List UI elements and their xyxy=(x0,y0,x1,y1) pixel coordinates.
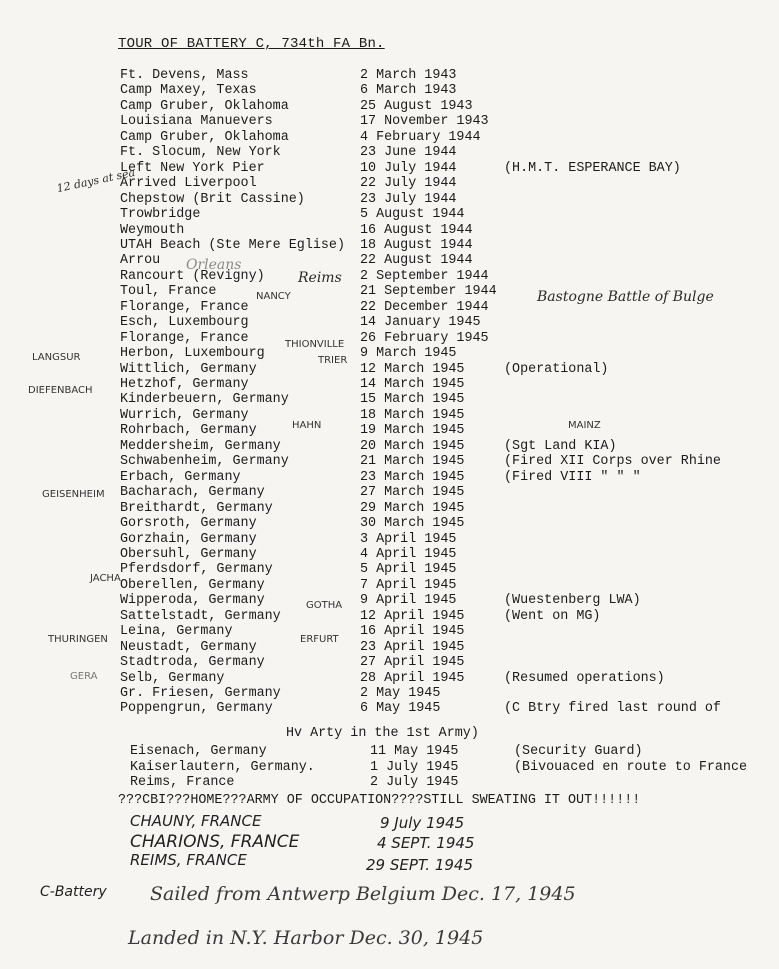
handwritten-place: REIMS, FRANCE xyxy=(130,851,247,869)
handwritten-place: CHARIONS, FRANCE xyxy=(130,832,300,852)
note-continuation: Hv Arty in the 1st Army) xyxy=(286,726,479,741)
row-date: 28 April 1945 xyxy=(360,670,465,686)
itinerary-row xyxy=(120,593,770,609)
row-place: Selb, Germany xyxy=(120,670,225,686)
row-place: Sattelstadt, Germany xyxy=(120,608,281,624)
itinerary-row xyxy=(120,578,770,594)
row-date: 16 August 1944 xyxy=(360,222,473,238)
row-date: 6 May 1945 xyxy=(360,701,441,717)
itinerary-row xyxy=(120,439,770,455)
row-place: Florange, France xyxy=(120,330,249,346)
row-date: 7 April 1945 xyxy=(360,577,457,593)
inline-note-reims: Reims xyxy=(298,270,342,286)
row-place: Esch, Luxembourg xyxy=(120,315,249,331)
row-place: Camp Maxey, Texas xyxy=(120,83,257,99)
row-date: 21 September 1944 xyxy=(360,284,497,300)
row-date: 14 March 1945 xyxy=(360,377,465,392)
itinerary-row xyxy=(120,223,770,239)
footer-battery-label: C-Battery xyxy=(40,884,107,900)
row-note: (Security Guard) xyxy=(514,744,643,759)
row-place: Meddersheim, Germany xyxy=(120,438,281,454)
row-place: Neustadt, Germany xyxy=(120,639,257,655)
itinerary-row xyxy=(120,99,770,115)
inline-note-nancy: NANCY xyxy=(256,291,291,302)
itinerary-row xyxy=(120,655,770,671)
row-place: Arrou xyxy=(120,253,161,269)
row-date: 9 April 1945 xyxy=(360,593,457,609)
itinerary-row xyxy=(120,68,770,84)
itinerary-row xyxy=(120,315,770,331)
row-place: Ft. Slocum, New York xyxy=(120,145,281,161)
row-date: 20 March 1945 xyxy=(360,438,465,454)
row-date: 2 July 1945 xyxy=(370,775,459,790)
row-place: Louisiana Manuevers xyxy=(120,114,273,130)
footer-sailed-line: Sailed from Antwerp Belgium Dec. 17, 1945 xyxy=(150,883,576,905)
row-place: Trowbridge xyxy=(120,207,201,223)
row-date: 14 January 1945 xyxy=(360,315,481,331)
row-date: 11 May 1945 xyxy=(370,744,459,759)
row-place: Gorzhain, Germany xyxy=(120,531,257,547)
row-date: 6 March 1943 xyxy=(360,83,457,99)
row-date: 25 August 1943 xyxy=(360,98,473,114)
inline-note-hahn: HAHN xyxy=(292,420,322,431)
itinerary-row xyxy=(120,145,770,161)
row-place: Rancourt (Revigny) xyxy=(120,268,265,284)
row-place: Pferdsdorf, Germany xyxy=(120,562,273,578)
itinerary-row xyxy=(120,501,770,517)
row-date: 30 March 1945 xyxy=(360,516,465,532)
row-note: (Operational) xyxy=(504,361,609,377)
itinerary-row xyxy=(120,640,770,656)
itinerary-row xyxy=(120,562,770,578)
row-place: Wipperoda, Germany xyxy=(120,593,265,609)
row-date: 23 July 1944 xyxy=(360,191,457,207)
row-place: Weymouth xyxy=(120,222,185,238)
row-note: (Fired VIII " " " xyxy=(504,469,641,485)
itinerary-row xyxy=(120,485,770,501)
row-place: Leina, Germany xyxy=(120,624,233,640)
row-note: (H.M.T. ESPERANCE BAY) xyxy=(504,160,681,176)
row-date: 18 March 1945 xyxy=(360,407,465,423)
itinerary-row xyxy=(120,331,770,347)
row-note: (Resumed operations) xyxy=(504,670,665,686)
row-place: Oberellen, Germany xyxy=(120,577,265,593)
inline-note-mainz: MAINZ xyxy=(568,420,601,431)
row-place: Poppengrun, Germany xyxy=(120,701,273,717)
row-place: Obersuhl, Germany xyxy=(120,546,257,562)
handwritten-place: CHAUNY, FRANCE xyxy=(130,812,262,830)
row-place: Arrived Liverpool xyxy=(120,176,257,192)
row-place: Hetzhof, Germany xyxy=(120,377,249,392)
row-date: 12 April 1945 xyxy=(360,608,465,624)
handwritten-date: 9 July 1945 xyxy=(380,814,465,832)
row-place: Florange, France xyxy=(120,299,249,315)
row-date: 27 March 1945 xyxy=(360,485,465,501)
row-note: (Wuestenberg LWA) xyxy=(504,593,641,609)
itinerary-row xyxy=(120,176,770,192)
itinerary-row xyxy=(120,130,770,146)
row-date: 22 December 1944 xyxy=(360,299,489,315)
row-date: 4 February 1944 xyxy=(360,129,481,145)
row-date: 23 June 1944 xyxy=(360,145,457,161)
itinerary-row xyxy=(120,346,770,362)
itinerary-row xyxy=(120,423,770,439)
row-place: Breithardt, Germany xyxy=(120,500,273,516)
row-note: (Went on MG) xyxy=(504,608,601,624)
row-date: 5 August 1944 xyxy=(360,207,465,223)
row-date: 21 March 1945 xyxy=(360,454,465,470)
row-place: Toul, France xyxy=(120,284,217,300)
margin-note-diefenbach: DIEFENBACH xyxy=(28,385,93,396)
margin-note-sea: 12 days at sea xyxy=(55,165,137,196)
itinerary-row xyxy=(130,760,779,776)
row-note: (Sgt Land KIA) xyxy=(504,438,617,454)
row-note: (Fired XII Corps over Rhine xyxy=(504,454,721,470)
itinerary-row xyxy=(120,454,770,470)
row-note: (C Btry fired last round of xyxy=(504,701,721,717)
row-place: UTAH Beach (Ste Mere Eglise) xyxy=(120,237,345,253)
row-date: 27 April 1945 xyxy=(360,655,465,671)
margin-note-thuringen: THURINGEN xyxy=(48,634,108,645)
itinerary-row xyxy=(120,624,770,640)
row-date: 3 April 1945 xyxy=(360,531,457,547)
row-place: Gr. Friesen, Germany xyxy=(120,686,281,701)
row-date: 2 September 1944 xyxy=(360,268,489,284)
row-place: Bacharach, Germany xyxy=(120,485,265,501)
row-date: 10 July 1944 xyxy=(360,160,457,176)
inline-note-bastogne: Bastogne Battle of Bulge xyxy=(537,289,714,305)
row-date: 9 March 1945 xyxy=(360,346,457,362)
row-date: 22 August 1944 xyxy=(360,253,473,269)
row-place: Schwabenheim, Germany xyxy=(120,454,289,470)
itinerary-row xyxy=(120,532,770,548)
itinerary-row xyxy=(120,362,770,378)
row-place: Camp Gruber, Oklahoma xyxy=(120,129,289,145)
handwritten-date: 4 SEPT. 1945 xyxy=(377,834,475,852)
row-place: Kaiserlautern, Germany. xyxy=(130,759,315,775)
itinerary-row xyxy=(120,377,770,393)
row-place: Stadtroda, Germany xyxy=(120,655,265,671)
row-note: (Bivouaced en route to France xyxy=(514,759,748,775)
row-date: 22 July 1944 xyxy=(360,176,457,192)
itinerary-row xyxy=(120,408,770,424)
margin-note-langsur: LANGSUR xyxy=(32,352,81,363)
margin-note-gera: GERA xyxy=(70,671,98,682)
row-place: Chepstow (Brit Cassine) xyxy=(120,191,305,207)
itinerary-row xyxy=(120,470,770,486)
row-date: 2 March 1943 xyxy=(360,68,457,83)
row-place: Wurrich, Germany xyxy=(120,407,249,423)
row-date: 17 November 1943 xyxy=(360,114,489,130)
row-date: 26 February 1945 xyxy=(360,330,489,346)
document-title: TOUR OF BATTERY C, 734th FA Bn. xyxy=(118,36,385,52)
inline-note-gotha: GOTHA xyxy=(306,600,343,611)
row-place: Erbach, Germany xyxy=(120,469,241,485)
itinerary-row xyxy=(120,114,770,130)
itinerary-row xyxy=(120,392,770,408)
itinerary-row xyxy=(130,744,779,760)
row-place: Rohrbach, Germany xyxy=(120,423,257,439)
itinerary-row xyxy=(120,609,770,625)
row-place: Reims, France xyxy=(130,775,235,790)
row-date: 15 March 1945 xyxy=(360,392,465,408)
row-date: 12 March 1945 xyxy=(360,361,465,377)
postscript-line: ???CBI???HOME???ARMY OF OCCUPATION????STILL SWEATING IT OUT!!!!!! xyxy=(118,793,641,808)
itinerary-row xyxy=(130,775,779,791)
itinerary-row xyxy=(120,161,770,177)
row-place: Camp Gruber, Oklahoma xyxy=(120,98,289,114)
footer-landed-line: Landed in N.Y. Harbor Dec. 30, 1945 xyxy=(128,927,484,949)
row-date: 16 April 1945 xyxy=(360,624,465,640)
row-place: Eisenach, Germany xyxy=(130,744,267,759)
row-place: Kinderbeuern, Germany xyxy=(120,392,289,408)
row-date: 4 April 1945 xyxy=(360,546,457,562)
inline-note-trier: TRIER xyxy=(318,355,348,366)
row-date: 1 July 1945 xyxy=(370,759,459,775)
itinerary-row xyxy=(120,83,770,99)
itinerary-row xyxy=(120,686,770,702)
row-date: 2 May 1945 xyxy=(360,686,441,701)
row-place: Left New York Pier xyxy=(120,160,265,176)
row-place: Ft. Devens, Mass xyxy=(120,68,249,83)
handwritten-date: 29 SEPT. 1945 xyxy=(366,856,473,874)
itinerary-row xyxy=(120,238,770,254)
row-date: 23 April 1945 xyxy=(360,639,465,655)
margin-note-jacha: JACHA xyxy=(90,573,121,584)
itinerary-row xyxy=(120,192,770,208)
row-place: Gorsroth, Germany xyxy=(120,516,257,532)
row-place: Wittlich, Germany xyxy=(120,361,257,377)
row-date: 18 August 1944 xyxy=(360,237,473,253)
itinerary-row xyxy=(120,516,770,532)
itinerary-row xyxy=(120,671,770,687)
inline-note-orleans: Orleans xyxy=(186,257,242,273)
row-place: Herbon, Luxembourg xyxy=(120,346,265,362)
margin-note-geisenheim: GEISENHEIM xyxy=(42,489,105,500)
inline-note-erfurt: ERFURT xyxy=(300,634,339,645)
itinerary-row xyxy=(120,547,770,563)
row-date: 5 April 1945 xyxy=(360,562,457,578)
inline-note-thionville: THIONVILLE xyxy=(285,339,345,350)
row-date: 23 March 1945 xyxy=(360,469,465,485)
itinerary-row xyxy=(120,207,770,223)
row-date: 29 March 1945 xyxy=(360,500,465,516)
itinerary-row xyxy=(120,701,770,717)
row-date: 19 March 1945 xyxy=(360,423,465,439)
